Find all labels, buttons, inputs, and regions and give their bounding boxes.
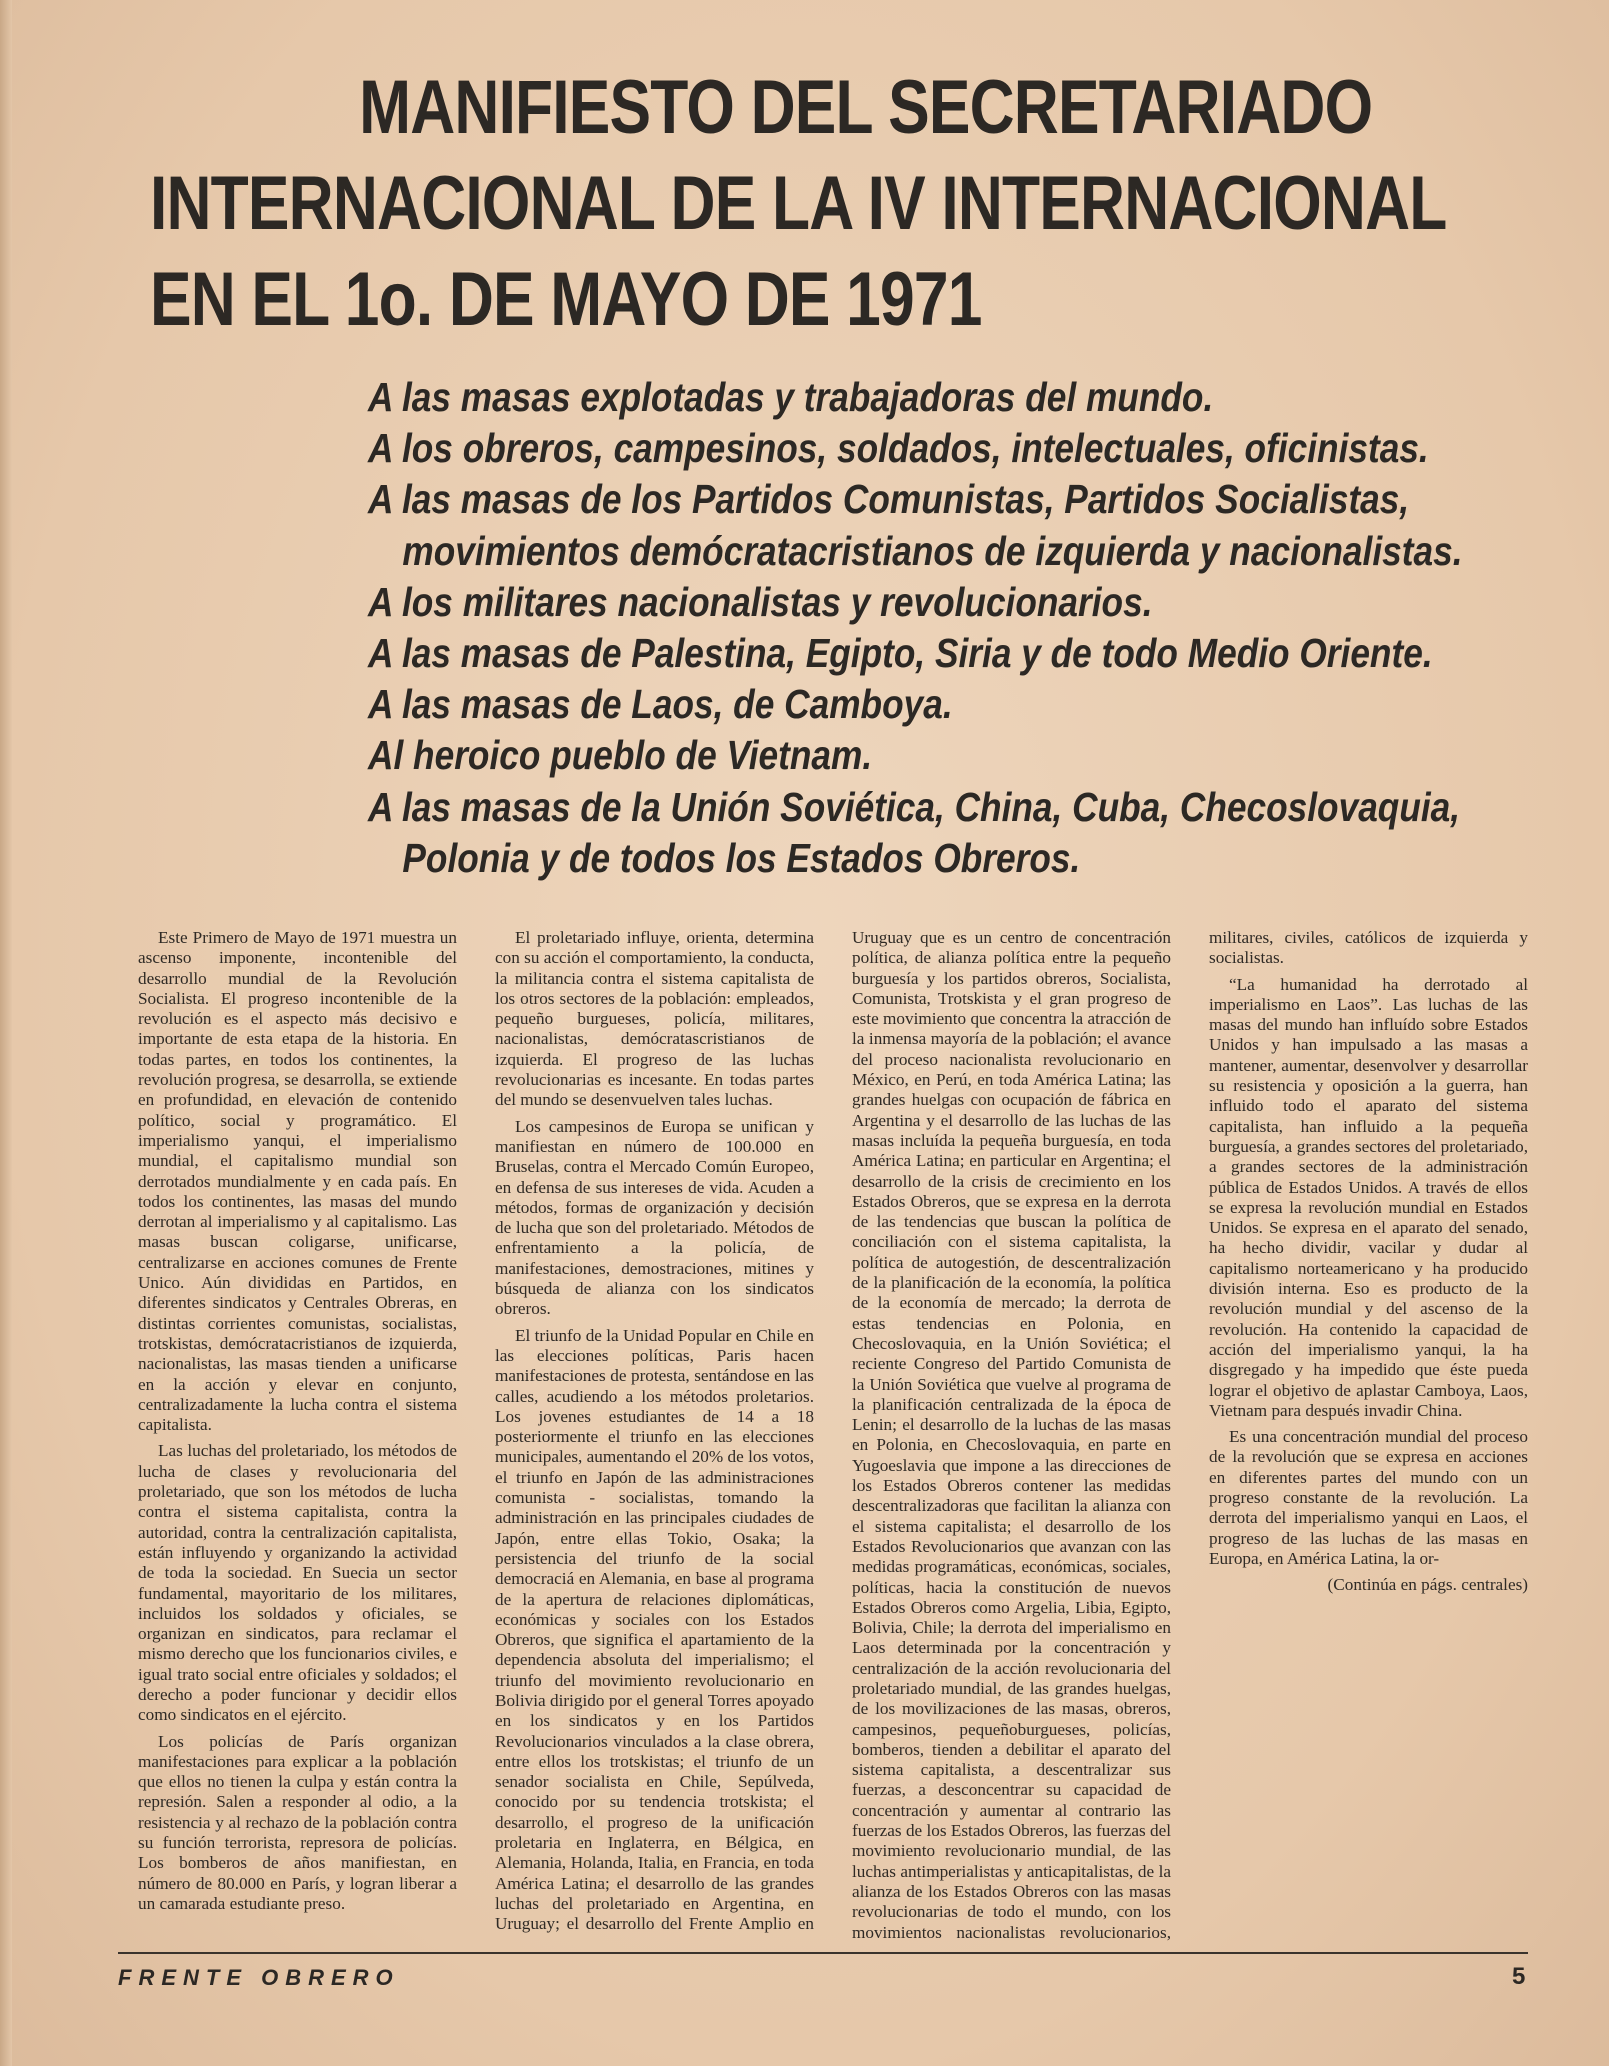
- publication-name: FRENTE OBRERO: [118, 1965, 400, 1990]
- addressee-line: movimientos demócratacristianos de izquierda y nacionalistas.: [402, 527, 1463, 574]
- addressee-list: [368, 372, 1589, 884]
- body-paragraph: El triunfo de la Unidad Popular en Chile en las elecciones políticas, Paris hacen manifestaciones de protesta, sentándose en las calles, acudiendo a los métodos proletarios. Los jovenes estudiantes de 14 a 18 posteriormente el triunfo en las elecciones municipales, aumentando el 20% de los votos, el triunfo en Japón de las administraciones comunista - socialistas, tomando la administración en las principales ciudades de Japón, entre ellas Tokio, Osaka; la persistencia del triunfo de la social democraciá en Alemania, en base al programa de la apertura de relaciones diplomáticas, económicas y sociales con los Estados Obreros, que significa el apartamiento de la dependencia absoluta del imperialismo; el triunfo del movimiento revolucionario en Bolivia dirigido por el general Torres apoyado en los sindicatos y en los Partidos Revolucionarios vinculados a la clase obrera, entre ellos los trotskistas; el triunfo de un senador socialista en Chile, Sepúlveda, conocido por su tendencia trotskista; el desarrollo, el progreso de la unificación proletaria en Inglaterra, en Bélgica, en Alemania, Holanda, Italia, en Francia, en toda América Latina; el desarrollo de las grandes luchas del proletariado en Argentina, en Uruguay; el desarrollo del Frente Amplio en Uruguay que es un centro de concentración política, de alianza política entre la pequeño burguesía y los partidos obreros, Socialista, Comunista, Trotskista y el gran progreso de este movimiento que concentra la atracción de la inmensa mayoría de la población; el avance del proceso nacionalista revolucionario en México, en Perú, en toda América Latina; las grandes huelgas con ocupación de fábrica en Argentina y el desarrollo de las luchas de las masas incluída la pequeña burguesía, en toda América Latina; en particular en Argentina; el desarrollo de la crisis de crecimiento en los Estados Obreros, que se expresa en la derrota de las tendencias que buscan la política de conciliación con el sistema capitalista, la política de autogestión, de descentralización de la planificación de la economía, la política de la economía de mercado; la derrota de estas tendencias en Polonia, en Checoslovaquia, en la Unión Soviética; el reciente Congreso del Partido Comunista de la Unión Soviética que vuelve al programa de la planificación centralizada de la época de Lenin; el desarrollo de la luchas de las masas en Polonia, en Checoslovaquia, en parte en Yugoeslavia que impone a las direcciones de los Estados Obreros contener las medidas descentralizadoras que facilitan la alianza con el sistema capitalista; el desarrollo de los Estados Revolucionarios que avanzan con las medidas programáticas, económicas, sociales, políticas, hacia la constitución de nuevos Estados Obreros como Argelia, Libia, Egipto, Bolivia, Chile; la derrota del imperialismo en Laos determinada por la concentración y centralización de la acción revolucionaria del proletariado mundial, de las grandes huelgas, de los movilizaciones de las masas, obreros, campesinos, pequeñoburgueses, policías, bomberos, tienden a debilitar el aparato del sistema capitalista, a descentralizar sus fuerzas, a desconcentrar su capacidad de concentración y aumentar al contrario las fuerzas de los Estados Obreros, las fuerzas del movimiento revolucionario mundial, de las luchas antimperialistas y anticapitalistas, de la alianza de los Estados Obreros con las masas revolucionarias de todo el mundo, con los movimientos nacionalistas revolucionarios, militares, civiles, católicos de izquierda y socialistas.: [495, 928, 1528, 1942]
- addressee-line: Al heroico pueblo de Vietnam.: [368, 732, 873, 779]
- body-paragraph: El proletariado influye, orienta, determina con su acción el comportamiento, la conducta, la militancia contra el sistema capitalista de los otros sectores de la población: empleados, pequeño burgueses, policía, militares, nacionalistas, demócratascristianos de izquierda. El progreso de las luchas revolucionarias es incesante. En todas partes del mundo se desenvuelven tales luchas.: [495, 928, 814, 1110]
- addressee-line: A las masas de los Partidos Comunistas, Partidos Socialistas,: [368, 476, 1410, 523]
- footer-rule: [118, 1952, 1528, 1954]
- addressee-line: A los militares nacionalistas y revolucionarios.: [368, 578, 1153, 625]
- body-paragraph: Este Primero de Mayo de 1971 muestra un ascenso imponente, incontenible del desarrollo mundial de la Revolución Socialista. El progreso incontenible de la revolución es el aspecto más decisivo e importante de esta etapa de la historia. En todas partes, en todos los continentes, la revolución progresa, se desarrolla, se extiende en profundidad, en elevación de contenido político, social y programático. El imperialismo yanqui, el imperialismo mundial, el capitalismo mundial son derrotados mundialmente y en cada país. En todos los continentes, las masas del mundo derrotan al imperialismo y al capitalismo. Las masas buscan coligarse, unificarse, centralizarse en acciones comunes de Frente Unico. Aún divididas en Partidos, en diferentes sindicatos y Centrales Obreras, en distintas corrientes comunistas, socialistas, trotskistas, demócratacristianos de izquierda, nacionalistas, las masas tienden a unificarse en la acción y elevar en conjunto, centralizadamente la lucha contra el sistema capitalista.: [138, 928, 457, 1435]
- body-paragraph: Es una concentración mundial del proceso de la revolución que se expresa en acciones en diferentes partes del mundo con un progreso constante de la revolución. La derrota del imperialismo yanqui en Laos, el progreso de las luchas de las masas en Europa, en América Latina, la or-: [1209, 1427, 1528, 1568]
- addressee-line: A las masas de Laos, de Camboya.: [368, 681, 953, 728]
- body-paragraph: Los policías de París organizan manifestaciones para explicar a la población que ellos no tienen la culpa y están contra la represión. Salen a responder al odio, a la resistencia y al rechazo de la población contra su función terrorista, represora de policías. Los bomberos de años manifiestan, en número de 80.000 en París, y logran liberar a un camarada estudiante preso.: [138, 1731, 457, 1913]
- body-paragraph: Las luchas del proletariado, los métodos de lucha de clases y revolucionaria del proletariado, que son los métodos de lucha contra el sistema capitalista, contra la autoridad, contra la centralización capitalista, están influyendo y organizando la actividad de toda la sociedad. En Suecia un sector fundamental, mayoritario de los militares, incluidos los soldados y oficiales, se organizan en sindicatos, para reclamar el mismo derecho que los funcionarios civiles, e igual trato social entre oficiales y soldados; el derecho a poder funcionar y decidir ellos como sindicatos en el ejército.: [138, 1441, 457, 1725]
- addressee-line: Polonia y de todos los Estados Obreros.: [402, 834, 1081, 881]
- headline-line-3: EN EL 1o. DE MAYO DE 1971: [150, 257, 982, 342]
- body-paragraph: “La humanidad ha derrotado al imperialismo en Laos”. Las luchas de las masas del mundo han influído sobre Estados Unidos y han impulsado a las masas a mantener, aumentar, desenvolver y desarrollar su resistencia y oposición a la guerra, han influido todo el aparato del sistema capitalista, han influido a la pequeña burguesía, a grandes sectores del proletariado, a grandes sectores de la administración pública de Estados Unidos. A través de ellos se expresa la revolución mundial en Estados Unidos. Se expresa en el aparato del senado, ha hecho dividir, vacilar y dudar al capitalismo norteamericano y ha producido división interna. Eso es producto de la revolución mundial y del ascenso de la revolución. Ha contenido la capacidad de acción del imperialismo yanqui, la ha disgregado y ha impedido que éste pueda lograr el objetivo de aplastar Camboya, Laos, Vietnam para después invadir China.: [1209, 974, 1528, 1420]
- headline-line-1: MANIFIESTO DEL SECRETARIADO: [359, 65, 1373, 150]
- addressee-line: A las masas de Palestina, Egipto, Siria y de todo Medio Oriente.: [368, 630, 1433, 677]
- addressee-line: A los obreros, campesinos, soldados, intelectuales, oficinistas.: [368, 425, 1429, 472]
- headline: [150, 60, 1511, 348]
- headline-line-2: INTERNACIONAL DE LA IV INTERNACIONAL: [150, 161, 1447, 246]
- body-paragraph: Los campesinos de Europa se unifican y manifiestan en número de 100.000 en Bruselas, contra el Mercado Común Europeo, en defensa de sus intereses de vida. Acuden a métodos, formas de organización y decisión de lucha que son del proletariado. Métodos de enfrentamiento a la policía, de manifestaciones, demostraciones, mitines y búsqueda de alianza con los sindicatos obreros.: [495, 1116, 814, 1319]
- article-body: [138, 928, 1528, 1948]
- page-fold-shadow: [0, 0, 12, 2066]
- continuation-note: (Continúa en págs. centrales): [1327, 1575, 1528, 1595]
- addressee-line: A las masas de la Unión Soviética, China, Cuba, Checoslovaquia,: [368, 783, 1461, 830]
- page-number: 5: [1512, 1963, 1526, 1990]
- addressee-line: A las masas explotadas y trabajadoras del mundo.: [368, 374, 1214, 420]
